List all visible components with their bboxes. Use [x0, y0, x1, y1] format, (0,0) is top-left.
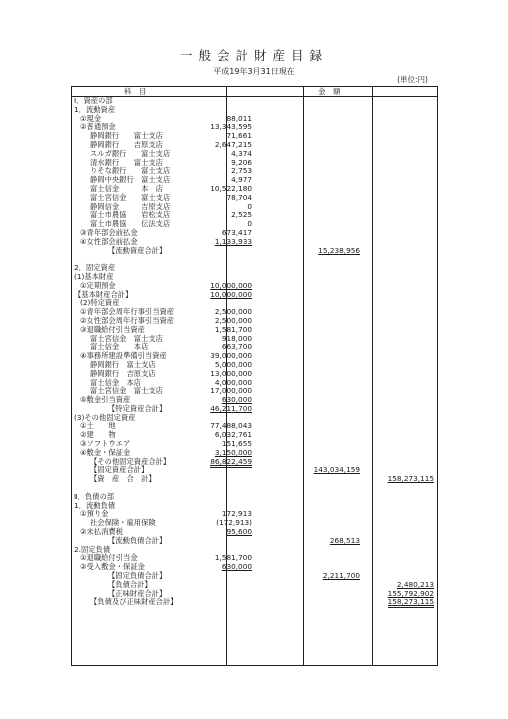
row-amount: 2,753	[231, 166, 252, 176]
row-label: 静岡銀行 富士支店	[90, 359, 156, 369]
row-amount: (172,913)	[216, 518, 252, 528]
row-label: 1．流動資産	[74, 104, 116, 114]
row-amount: 46,211,700	[210, 403, 252, 413]
row-label: 【負債及び正味財産合計】	[90, 597, 178, 607]
row-amount: 86,822,459	[210, 456, 252, 466]
row-label: ④事務所建設準備引当資産	[80, 351, 167, 361]
row-label: 富士宮信金 富士支店	[90, 386, 163, 396]
row-amount: 13,000,000	[210, 368, 252, 378]
row-label: 【固定負債合計】	[108, 571, 167, 581]
row-label: ②未払消費税	[80, 527, 124, 537]
unit-label: (単位:円)	[397, 75, 428, 84]
row-label: 富士信金 本 店	[90, 183, 163, 193]
row-label: ①退職給付引当金	[80, 553, 138, 563]
row-amount: 95,600	[226, 527, 252, 537]
as-of-date: 平成19年3月31日現在	[213, 67, 295, 76]
row-label: ③青年部会前払金	[80, 227, 138, 237]
row-label: Ⅰ．資産の部	[74, 96, 113, 105]
table-row	[72, 97, 437, 106]
table-row	[72, 475, 437, 484]
table-row	[72, 106, 437, 115]
row-amount: 10,000,000	[210, 280, 252, 290]
row-label: スルガ銀行 富士支店	[90, 148, 171, 158]
table-row	[72, 264, 437, 273]
row-amount: 17,000,000	[210, 386, 252, 396]
row-label: ④敷金・保証金	[80, 447, 131, 457]
row-amount: 1,133,933	[214, 236, 252, 246]
row-label: 【正味財産合計】	[108, 588, 167, 598]
table-row	[72, 255, 437, 264]
row-label: 富士市農協 岩松支店	[90, 210, 171, 220]
row-label: 社会保険・雇用保険	[90, 518, 156, 528]
table-row	[72, 502, 437, 511]
row-label: 2.固定負債	[74, 544, 111, 554]
row-amount: 673,417	[221, 227, 252, 237]
row-label: 【流動資産合計】	[108, 245, 167, 255]
row-amount: 918,000	[221, 333, 252, 343]
row-label: ④女性部会前払金	[80, 236, 138, 246]
row-label: 静岡銀行 富士支店	[90, 131, 163, 141]
row-amount: 71,661	[226, 131, 252, 141]
row-label: ③ソフトウエア	[80, 439, 131, 449]
row-amount: 630,000	[221, 395, 252, 405]
row-amount: 1,581,700	[214, 324, 252, 334]
row-label: 富士宮信金 富士支店	[90, 333, 163, 343]
table-row	[72, 247, 437, 256]
row-amount: 39,000,000	[210, 351, 252, 361]
amount-header: 金 額	[318, 87, 341, 96]
row-amount: 4,000,000	[214, 377, 252, 387]
row-label: 【基本財産合計】	[74, 289, 133, 299]
table-row	[72, 115, 437, 124]
row-amount: 158,273,115	[387, 597, 434, 607]
row-amount: 4,977	[231, 175, 252, 185]
row-label: ②普通預金	[80, 122, 116, 132]
table-row	[72, 273, 437, 282]
table-row	[72, 422, 437, 431]
row-amount: 2,211,700	[322, 571, 360, 581]
row-label: ①青年部会周年行事引当資産	[80, 307, 175, 317]
row-label: 清水銀行 富士支店	[90, 157, 163, 167]
row-label: Ⅱ．負債の部	[74, 491, 115, 501]
row-label: 2．固定資産	[74, 263, 116, 273]
row-label: りそな銀行 富士支店	[90, 166, 171, 176]
row-amount: 630,000	[221, 562, 252, 572]
row-label: ⑤敷金引当資産	[80, 395, 131, 405]
row-label: 静岡信金 吉原支店	[90, 201, 171, 211]
row-amount: 10,000,000	[210, 289, 252, 299]
row-amount: 268,513	[329, 535, 360, 545]
row-label: ①土 地	[80, 421, 116, 431]
row-label: 富士宮信金 富士支店	[90, 192, 171, 202]
row-amount: 663,700	[221, 342, 252, 352]
row-label: 富士信金 本店	[90, 342, 149, 352]
table-row	[72, 484, 437, 493]
row-label: 【資 産 合 計】	[90, 474, 156, 484]
row-label: (2)特定資産	[80, 298, 120, 308]
row-amount: 1,581,700	[214, 553, 252, 563]
row-label: 静岡銀行 吉原支店	[90, 139, 163, 149]
row-label: 1．流動負債	[74, 500, 116, 510]
row-amount: 151,655	[221, 439, 252, 449]
row-amount: 2,500,000	[214, 307, 252, 317]
row-label: ①預り金	[80, 509, 109, 519]
table-row	[72, 537, 437, 546]
table-row	[72, 519, 437, 528]
row-label: ②建 物	[80, 430, 116, 440]
subject-header: 科 目	[124, 87, 147, 96]
table-header	[72, 87, 437, 97]
row-label: 【固定資産合計】	[90, 465, 149, 475]
row-amount: 172,913	[221, 509, 252, 519]
table-row	[72, 291, 437, 300]
row-amount: 9,206	[231, 157, 252, 167]
row-amount: 2,525	[231, 210, 252, 220]
row-label: ①現金	[80, 113, 102, 123]
row-label: ①定期預金	[80, 280, 116, 290]
row-label: 富士信金 本店	[90, 377, 142, 387]
table-row	[72, 493, 437, 502]
row-amount: 2,480,213	[396, 579, 434, 589]
table-row	[72, 414, 437, 423]
row-label: ②受入敷金・保証金	[80, 562, 145, 572]
row-label: 【負債合計】	[108, 579, 152, 589]
table-row	[72, 598, 437, 607]
row-amount: 15,238,956	[318, 245, 360, 255]
row-label: 【その他固定資産合計】	[90, 456, 171, 466]
row-label: 富士市農協 伝法支店	[90, 219, 171, 229]
row-amount: 4,374	[231, 148, 252, 158]
row-amount: 155,792,902	[387, 588, 434, 598]
row-label: 【流動負債合計】	[108, 535, 167, 545]
inventory-table	[71, 86, 438, 666]
row-amount: 0	[247, 201, 252, 211]
row-amount: 6,032,761	[214, 430, 252, 440]
row-label: ②女性部会周年行事引当資産	[80, 315, 175, 325]
document-title: 一般会計財産目録	[179, 48, 328, 63]
row-amount: 2,647,215	[214, 139, 252, 149]
row-amount: 77,488,043	[210, 421, 252, 431]
row-label: 静岡中央銀行 富士支店	[90, 175, 171, 185]
row-label: 静岡銀行 吉原支店	[90, 368, 156, 378]
row-label: 【特定資産合計】	[108, 403, 167, 413]
row-label: (1)基本財産	[74, 271, 114, 281]
row-amount: 78,704	[226, 192, 252, 202]
row-amount: 2,500,000	[214, 315, 252, 325]
row-label: ③退職給付引当資産	[80, 324, 145, 334]
row-amount: 10,522,180	[210, 183, 252, 193]
row-label: (3)その他固定資産	[74, 412, 136, 422]
table-body	[72, 97, 437, 607]
row-amount: 0	[247, 219, 252, 229]
row-amount: 5,000,000	[214, 359, 252, 369]
row-amount: 13,343,595	[210, 122, 252, 132]
row-amount: 158,273,115	[387, 474, 434, 484]
row-amount: 88,011	[226, 113, 252, 123]
row-amount: 3,150,000	[214, 447, 252, 457]
row-amount: 143,034,159	[313, 465, 360, 475]
